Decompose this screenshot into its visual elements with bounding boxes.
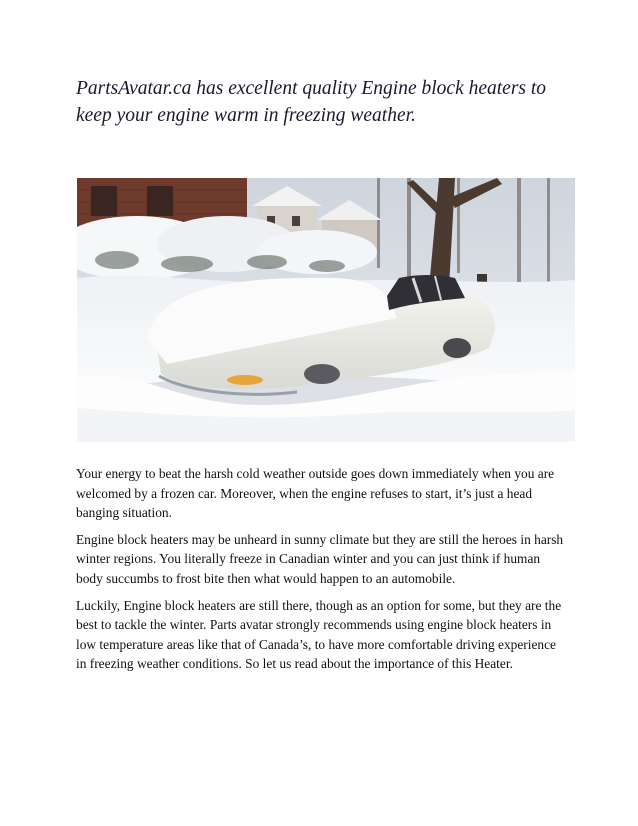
snow-covered-car-photo — [77, 178, 575, 442]
document-body — [76, 464, 568, 681]
paragraph-1: Your energy to beat the harsh cold weather outside goes down immediately when you are welcomed by a frozen car. Moreover, when the engine refuses to start, it’s just a head banging situation. — [76, 466, 555, 521]
document-heading: PartsAvatar.ca has excellent quality Engine block heaters to keep your engine warm in freezing weather. — [76, 78, 547, 126]
paragraph-2: Engine block heaters may be unheard in sunny climate but they are still the heroes in harsh winter regions. You literally freeze in Canadian winter and you can just think if human body succumbs to frost bite then what would happen to an automobile. — [76, 531, 564, 586]
paragraph-3: Luckily, Engine block heaters are still there, though as an option for some, but they are the best to tackle the winter. Parts avatar strongly recommends using engine block heaters in low temperature areas like that of Canada’s, to have more comfortable driving experience in freezing weather conditions. So let us read about the importance of this Heater. — [76, 597, 562, 672]
